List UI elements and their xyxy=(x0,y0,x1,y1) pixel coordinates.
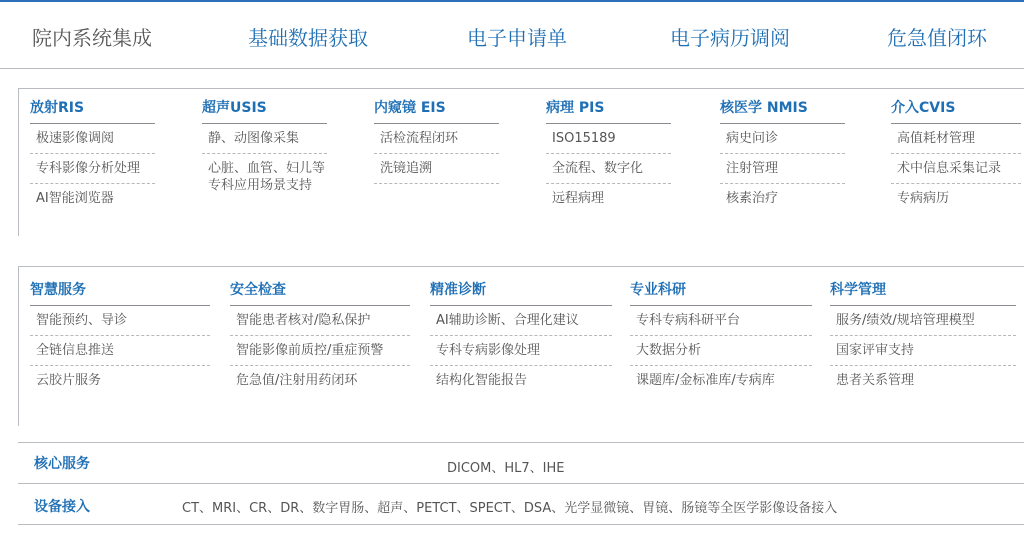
list-item: 结构化智能报告 xyxy=(436,373,528,388)
list-item: AI辅助诊断、合理化建议 xyxy=(430,306,612,336)
list-item: 全流程、数字化 xyxy=(546,154,671,184)
top-accent-line xyxy=(0,0,1024,2)
column-management xyxy=(830,279,1016,395)
list-item: 静、动图像采集 xyxy=(202,124,327,154)
column-nmis xyxy=(720,97,845,213)
section-top-rule xyxy=(18,88,1024,89)
list-item: 活检流程闭环 xyxy=(374,124,499,154)
list-item: 智能影像前质控/重症预警 xyxy=(230,336,410,366)
nav-item-requisition[interactable]: 电子申请单 xyxy=(467,26,567,50)
device-access-value: CT、MRI、CR、DR、数字胃肠、超声、PETCT、SPECT、DSA、光学显微镜、胃镜、肠镜等全医学影像设备接入 xyxy=(182,501,838,516)
column-title: 专业科研 xyxy=(630,282,686,298)
list-item: 患者关系管理 xyxy=(836,373,915,388)
column-title: 精准诊断 xyxy=(430,282,486,298)
list-item: 核素治疗 xyxy=(726,191,779,206)
core-service-label: 核心服务 xyxy=(34,456,90,472)
section-left-rule xyxy=(18,88,19,236)
nav-item-integration[interactable]: 院内系统集成 xyxy=(32,26,152,50)
section-left-rule xyxy=(18,266,19,426)
nav-item-data[interactable]: 基础数据获取 xyxy=(248,26,368,50)
list-item: AI智能浏览器 xyxy=(36,191,114,206)
section-top-rule xyxy=(18,266,1024,267)
nav-item-critical[interactable]: 危急值闭环 xyxy=(887,26,987,50)
column-title: 智慧服务 xyxy=(30,282,86,298)
column-title: 核医学 NMIS xyxy=(720,100,808,116)
column-title: 科学管理 xyxy=(830,282,886,298)
column-title: 放射RIS xyxy=(30,100,85,116)
column-pis xyxy=(546,97,671,213)
list-item: 病史问诊 xyxy=(720,124,845,154)
core-middle-rule xyxy=(18,483,1024,484)
core-service-value: DICOM、HL7、IHE xyxy=(447,461,565,476)
list-item: 洗镜追溯 xyxy=(374,154,499,184)
core-top-rule xyxy=(18,442,1024,443)
list-item: 注射管理 xyxy=(720,154,845,184)
list-item: 云胶片服务 xyxy=(36,373,102,388)
list-item: ISO15189 xyxy=(546,124,671,154)
list-item: 国家评审支持 xyxy=(830,336,1016,366)
list-item: 服务/绩效/规培管理模型 xyxy=(830,306,1016,336)
column-cvis xyxy=(891,97,1021,213)
list-item: 高值耗材管理 xyxy=(891,124,1021,154)
nav-divider xyxy=(0,68,1024,69)
column-title: 安全检查 xyxy=(230,282,286,298)
column-title: 内窥镜 EIS xyxy=(374,100,446,116)
column-eis xyxy=(374,97,499,184)
list-item: 智能患者核对/隐私保护 xyxy=(230,306,410,336)
list-item: 极速影像调阅 xyxy=(30,124,155,154)
list-item: 智能预约、导诊 xyxy=(30,306,210,336)
column-title: 病理 PIS xyxy=(546,100,605,116)
list-item: 专科专病科研平台 xyxy=(630,306,812,336)
nav-item-emr[interactable]: 电子病历调阅 xyxy=(670,26,790,50)
column-precise-diagnosis xyxy=(430,279,612,395)
column-smart-service xyxy=(30,279,210,395)
list-item: 专科影像分析处理 xyxy=(30,154,155,184)
list-item: 危急值/注射用药闭环 xyxy=(236,373,358,388)
list-item: 大数据分析 xyxy=(630,336,812,366)
column-title: 超声USIS xyxy=(202,100,267,116)
section-departments xyxy=(18,88,1024,238)
list-item: 课题库/金标准库/专病库 xyxy=(636,373,775,388)
list-item: 术中信息采集记录 xyxy=(891,154,1021,184)
list-item: 专病病历 xyxy=(897,191,950,206)
device-access-label: 设备接入 xyxy=(34,499,90,515)
column-usis xyxy=(202,97,327,200)
column-safety-check xyxy=(230,279,410,395)
list-item: 全链信息推送 xyxy=(30,336,210,366)
column-research xyxy=(630,279,812,395)
list-item: 心脏、血管、妇儿等专科应用场景支持 xyxy=(208,161,326,193)
list-item: 远程病理 xyxy=(552,191,605,206)
top-nav xyxy=(0,12,1024,58)
core-bottom-rule xyxy=(18,524,1024,525)
column-title: 介入CVIS xyxy=(891,100,956,116)
list-item: 专科专病影像处理 xyxy=(430,336,612,366)
column-ris xyxy=(30,97,155,213)
